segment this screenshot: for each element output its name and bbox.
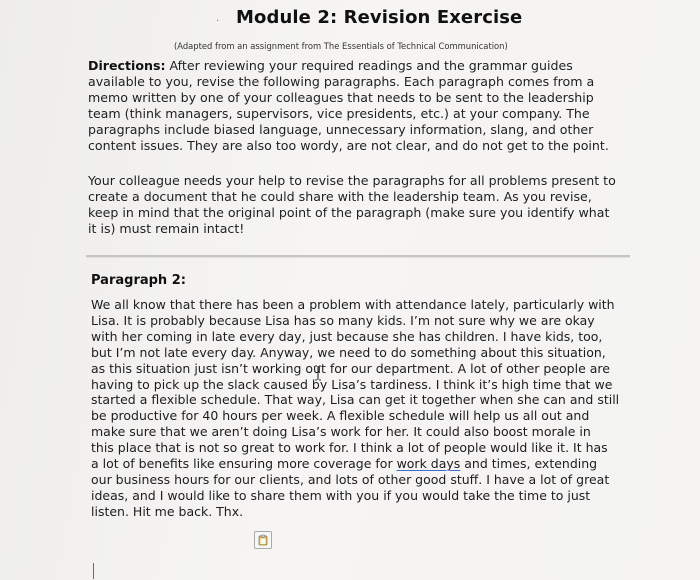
paragraph-heading: Paragraph 2: bbox=[91, 273, 186, 288]
directions-line: available to you, revise the following paragraphs. Each paragraph comes from a bbox=[88, 73, 595, 89]
paragraph-line: having to pick up the slack caused by Lisa’s tardiness. I think it’s high time that we bbox=[91, 376, 613, 392]
directions-line: memo written by one of your colleagues that needs to be sent to the leadership bbox=[88, 89, 594, 105]
colleague-note-line: Your colleague needs your help to revise the paragraphs for all problems present to bbox=[88, 173, 616, 188]
directions-line: team (think managers, supervisors, vice presidents, etc.) at your company. The bbox=[88, 105, 590, 121]
section-divider bbox=[86, 255, 630, 258]
paragraph-line: as this situation just isn’t working out for our department. A lot of other people are bbox=[91, 360, 610, 376]
directions-label: Directions: bbox=[88, 58, 166, 73]
directions-line: paragraphs include biased language, unnecessary information, slang, and other bbox=[88, 121, 594, 137]
colleague-note-line: keep in mind that the original point of the paragraph (make sure you identify what bbox=[88, 204, 610, 220]
page-subtitle: (Adapted from an assignment from The Essentials of Technical Communication) bbox=[174, 41, 508, 51]
directions-line: content issues. They are also too wordy, are not clear, and do not get to the point. bbox=[88, 137, 609, 153]
paragraph-line-part: and times, extending bbox=[460, 456, 598, 472]
paragraph-body[interactable] bbox=[91, 297, 631, 520]
caret-mark bbox=[93, 563, 94, 579]
clipboard-icon bbox=[257, 534, 269, 546]
paragraph-line: Lisa. It is probably because Lisa has so many kids. I’m not sure why we are okay bbox=[91, 312, 595, 328]
paragraph-line: We all know that there has been a problem with attendance lately, particularly with bbox=[91, 297, 615, 312]
paragraph-line: our business hours for our clients, and lots of other good stuff. I have a lot of great bbox=[91, 471, 610, 487]
paragraph-line: be productive for 40 hours per week. A flexible schedule will help us all out and bbox=[91, 408, 590, 424]
paragraph-line: ideas, and I would like to share them with you if you would take the time to just bbox=[91, 487, 591, 503]
paragraph-line: this place that is not so great to work for. I think a lot of people would like it. It has bbox=[91, 440, 608, 456]
paragraph-line: but I’m not late every day. Anyway, we need to do something about this situation, bbox=[91, 344, 606, 360]
attachment-button[interactable] bbox=[254, 531, 272, 549]
colleague-note-line: it is) must remain intact! bbox=[88, 220, 245, 236]
paragraph-line-part: a lot of benefits like ensuring more coverage for bbox=[91, 456, 397, 472]
paragraph-line: started a flexible schedule. That way, Lisa can get it together when she can and still bbox=[91, 392, 620, 408]
colleague-note-block bbox=[88, 173, 628, 237]
directions-block bbox=[88, 58, 628, 153]
spellcheck-word[interactable]: work days bbox=[396, 456, 461, 472]
colleague-note-line: create a document that he could share with the leadership team. As you revise, bbox=[88, 188, 592, 204]
paragraph-line: with her coming in late every day, just because she has children. I have kids, too, bbox=[91, 328, 603, 344]
paragraph-line bbox=[91, 456, 631, 472]
directions-text: After reviewing your required readings and the grammar guides bbox=[169, 58, 573, 73]
text-cursor-icon bbox=[314, 365, 322, 381]
paragraph-line: listen. Hit me back. Thx. bbox=[91, 503, 244, 519]
bullet-dot: . bbox=[216, 13, 220, 24]
paragraph-line: make sure that we aren’t doing Lisa’s work for her. It could also boost morale in bbox=[91, 424, 591, 440]
page-title: Module 2: Revision Exercise bbox=[236, 7, 523, 28]
directions-line bbox=[88, 58, 628, 74]
